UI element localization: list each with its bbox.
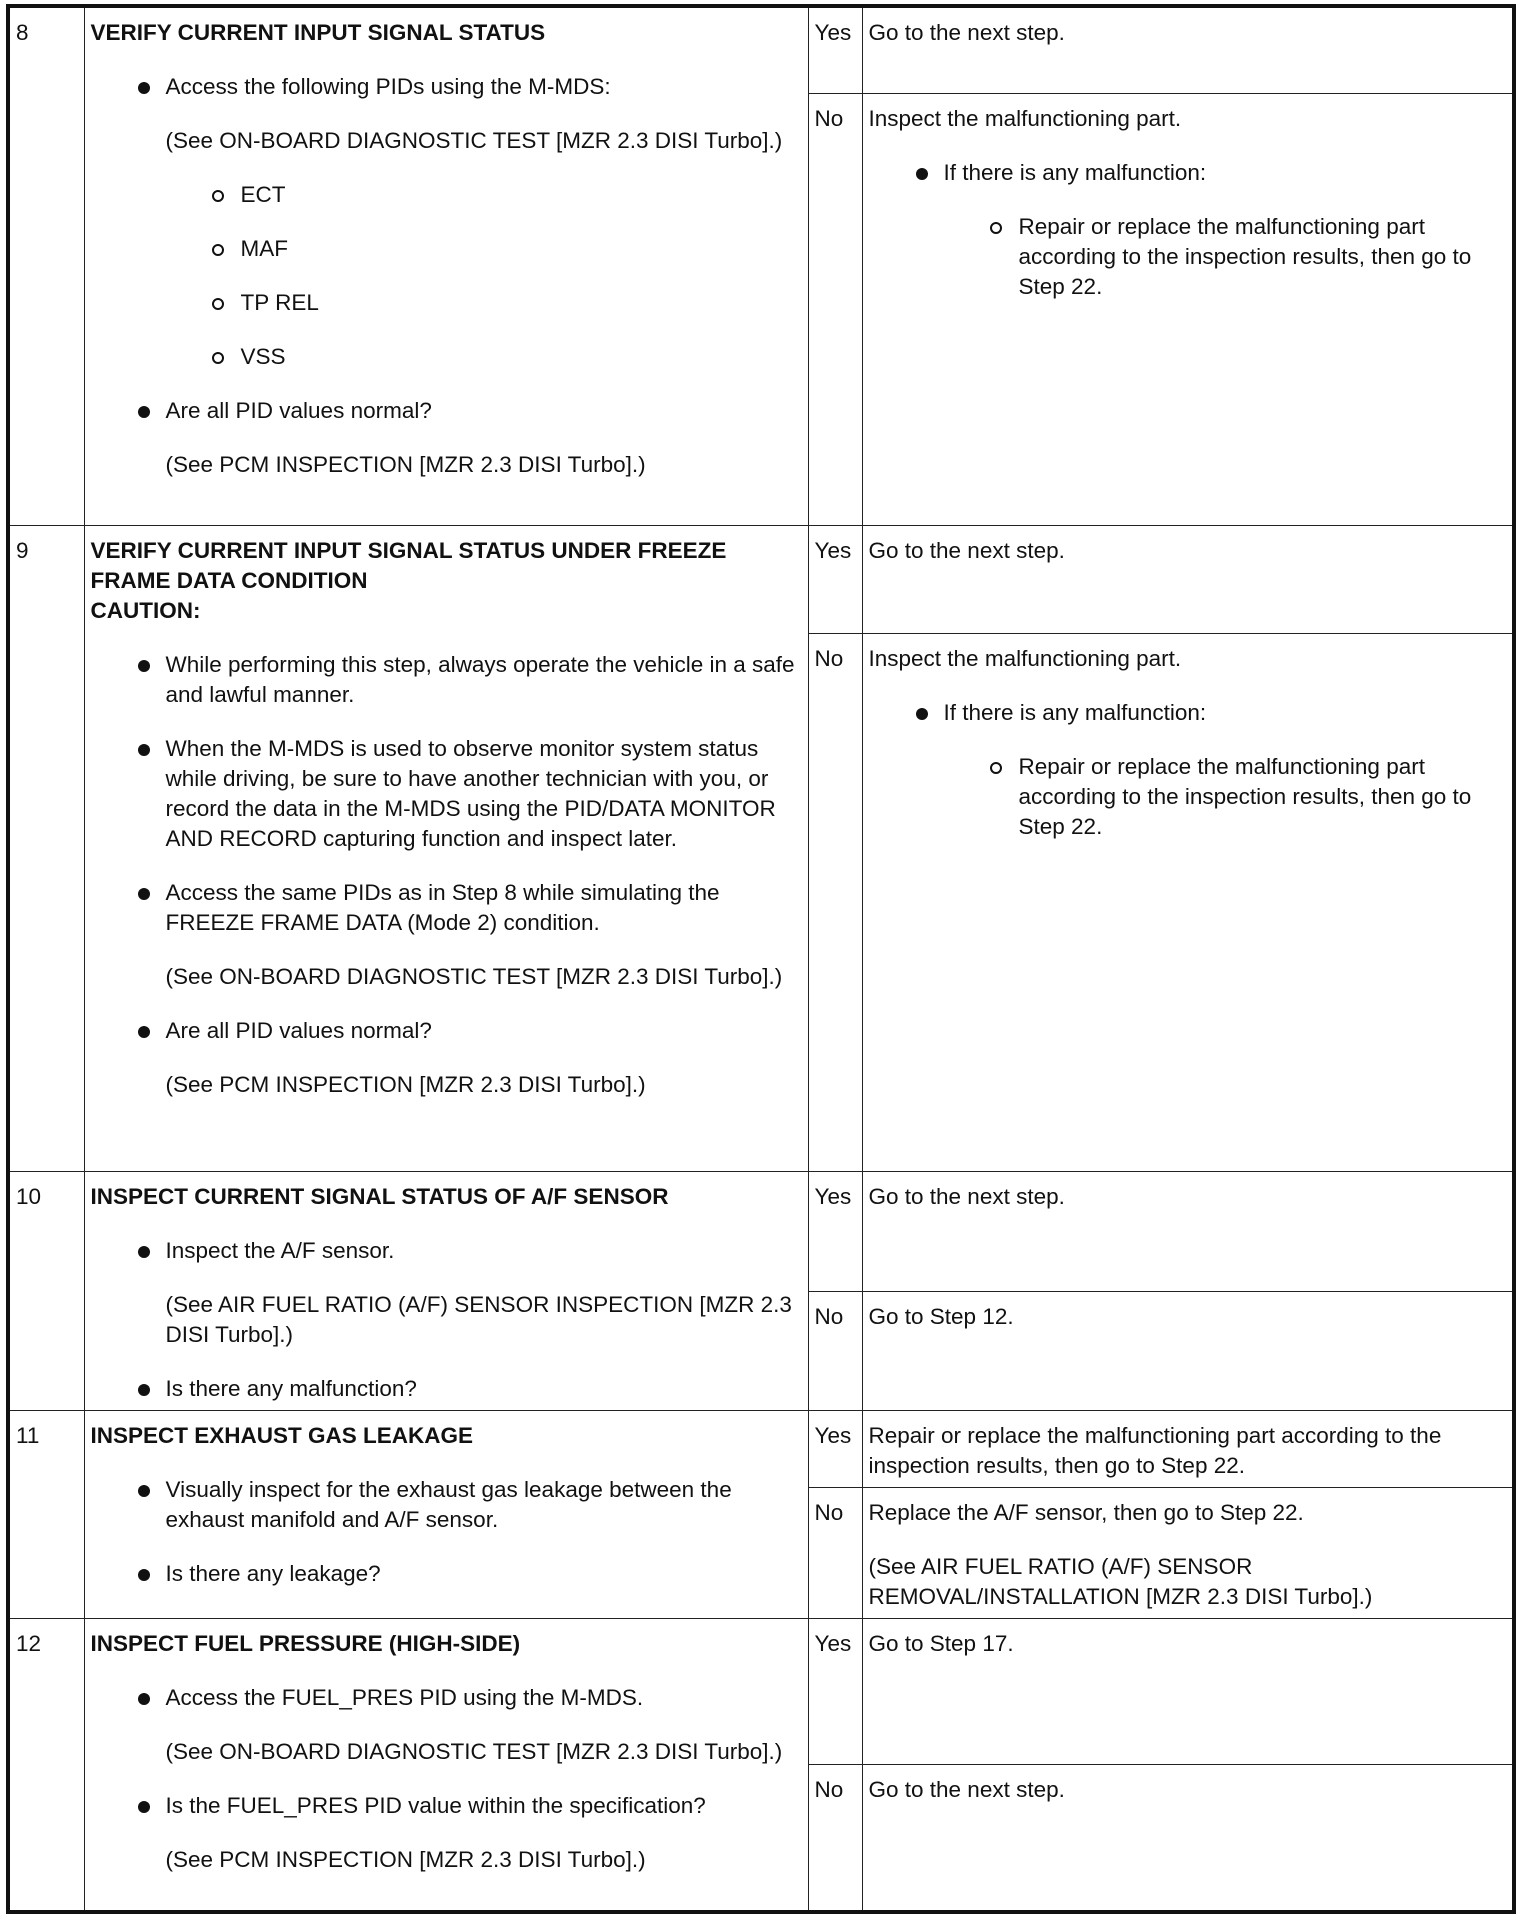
no-label: No — [808, 1487, 862, 1618]
reference-text: (See ON-BOARD DIAGNOSTIC TEST [MZR 2.3 DISI Turbo].) — [165, 128, 783, 153]
step-action-cell — [84, 1171, 808, 1410]
reference-text: (See PCM INSPECTION [MZR 2.3 DISI Turbo].) — [165, 1846, 646, 1872]
reference-text: (See ON-BOARD DIAGNOSTIC TEST [MZR 2.3 DISI Turbo].) — [165, 1738, 783, 1764]
bullet-item: Access the following PIDs using the M-MDS: — [91, 72, 802, 102]
step-action-cell — [84, 525, 808, 1171]
step-action-cell — [84, 1618, 808, 1912]
yes-result: Go to Step 17. — [862, 1618, 1514, 1764]
sub-bullet-item: VSS — [91, 342, 802, 372]
sub-bullet-item: MAF — [91, 234, 802, 264]
result-sub-bullet: Repair or replace the malfunctioning part according to the inspection results, then go to Step 22. — [869, 752, 1507, 842]
no-result: Go to Step 12. — [862, 1291, 1514, 1410]
step-action-cell — [84, 1410, 808, 1618]
reference-text: (See AIR FUEL RATIO (A/F) SENSOR INSPECTION [MZR 2.3 DISI Turbo].) — [165, 1291, 792, 1347]
step-10-yes-row — [8, 1171, 1514, 1291]
bullet-item: Access the same PIDs as in Step 8 while simulating the FREEZE FRAME DATA (Mode 2) condition. — [91, 878, 802, 938]
reference-text: (See ON-BOARD DIAGNOSTIC TEST [MZR 2.3 DISI Turbo].) — [165, 963, 783, 989]
bullet-item: Are all PID values normal? — [91, 1016, 802, 1046]
sub-bullet-item: TP REL — [91, 288, 802, 318]
bullet-item: Access the FUEL_PRES PID using the M-MDS. — [91, 1683, 802, 1713]
yes-result: Go to the next step. — [862, 1171, 1514, 1291]
step-title: VERIFY CURRENT INPUT SIGNAL STATUS — [90, 20, 546, 45]
step-title: VERIFY CURRENT INPUT SIGNAL STATUS UNDER FREEZE FRAME DATA CONDITION — [90, 537, 727, 593]
step-number: 8 — [8, 6, 84, 525]
step-number: 10 — [8, 1171, 84, 1410]
yes-result: Repair or replace the malfunctioning part according to the inspection results, then go to Step 22. — [862, 1410, 1514, 1487]
step-9-yes-row — [8, 525, 1514, 633]
reference-text: (See PCM INSPECTION [MZR 2.3 DISI Turbo].) — [165, 452, 646, 477]
no-result: Inspect the malfunctioning part. — [868, 645, 1182, 671]
bullet-item: Inspect the A/F sensor. — [91, 1236, 802, 1266]
step-11-yes-row — [8, 1410, 1514, 1487]
yes-label: Yes — [808, 1618, 862, 1764]
step-number: 12 — [8, 1618, 84, 1912]
step-title: INSPECT FUEL PRESSURE (HIGH-SIDE) — [90, 1630, 521, 1656]
step-title: INSPECT EXHAUST GAS LEAKAGE — [90, 1422, 474, 1448]
step-12-yes-row — [8, 1618, 1514, 1764]
diagnostic-table — [6, 4, 1516, 1914]
no-result-cell — [862, 1487, 1514, 1618]
sub-bullet-item: ECT — [91, 180, 802, 210]
no-result: Inspect the malfunctioning part. — [868, 105, 1182, 131]
no-result-cell — [862, 633, 1514, 1171]
result-sub-bullet: Repair or replace the malfunctioning part according to the inspection results, then go to Step 22. — [869, 212, 1507, 302]
step-action-cell — [84, 6, 808, 525]
bullet-item: Is there any malfunction? — [91, 1374, 802, 1404]
result-bullet: If there is any malfunction: — [869, 158, 1507, 188]
step-number: 11 — [8, 1410, 84, 1618]
yes-label: Yes — [808, 525, 862, 633]
yes-label: Yes — [808, 1171, 862, 1291]
reference-text: (See AIR FUEL RATIO (A/F) SENSOR REMOVAL/INSTALLATION [MZR 2.3 DISI Turbo].) — [868, 1553, 1373, 1609]
result-bullet: If there is any malfunction: — [869, 698, 1507, 728]
bullet-item: Are all PID values normal? — [91, 396, 802, 426]
bullet-item: Is the FUEL_PRES PID value within the specification? — [91, 1791, 802, 1821]
no-label: No — [808, 1764, 862, 1912]
no-result-cell — [862, 93, 1514, 525]
no-label: No — [808, 93, 862, 525]
no-result: Replace the A/F sensor, then go to Step 22. — [868, 1499, 1304, 1525]
yes-result: Go to the next step. — [862, 6, 1514, 93]
yes-label: Yes — [808, 6, 862, 93]
bullet-item: Visually inspect for the exhaust gas leakage between the exhaust manifold and A/F sensor. — [91, 1475, 802, 1535]
no-result: Go to the next step. — [862, 1764, 1514, 1912]
bullet-item: While performing this step, always operate the vehicle in a safe and lawful manner. — [91, 650, 802, 710]
step-8-yes-row — [8, 6, 1514, 93]
reference-text: (See PCM INSPECTION [MZR 2.3 DISI Turbo].) — [165, 1071, 646, 1097]
diagnostic-procedure-page — [6, 4, 1512, 1888]
caution-heading: CAUTION: — [90, 597, 201, 623]
no-label: No — [808, 633, 862, 1171]
yes-result: Go to the next step. — [862, 525, 1514, 633]
yes-label: Yes — [808, 1410, 862, 1487]
bullet-item: Is there any leakage? — [91, 1559, 802, 1589]
step-number: 9 — [8, 525, 84, 1171]
step-title: INSPECT CURRENT SIGNAL STATUS OF A/F SENSOR — [90, 1183, 669, 1209]
no-label: No — [808, 1291, 862, 1410]
bullet-item: When the M-MDS is used to observe monitor system status while driving, be sure to have another technician with you, or record the data in the M-MDS using the PID/DATA MONITOR AND RECORD capturing function and inspect later. — [91, 734, 802, 854]
